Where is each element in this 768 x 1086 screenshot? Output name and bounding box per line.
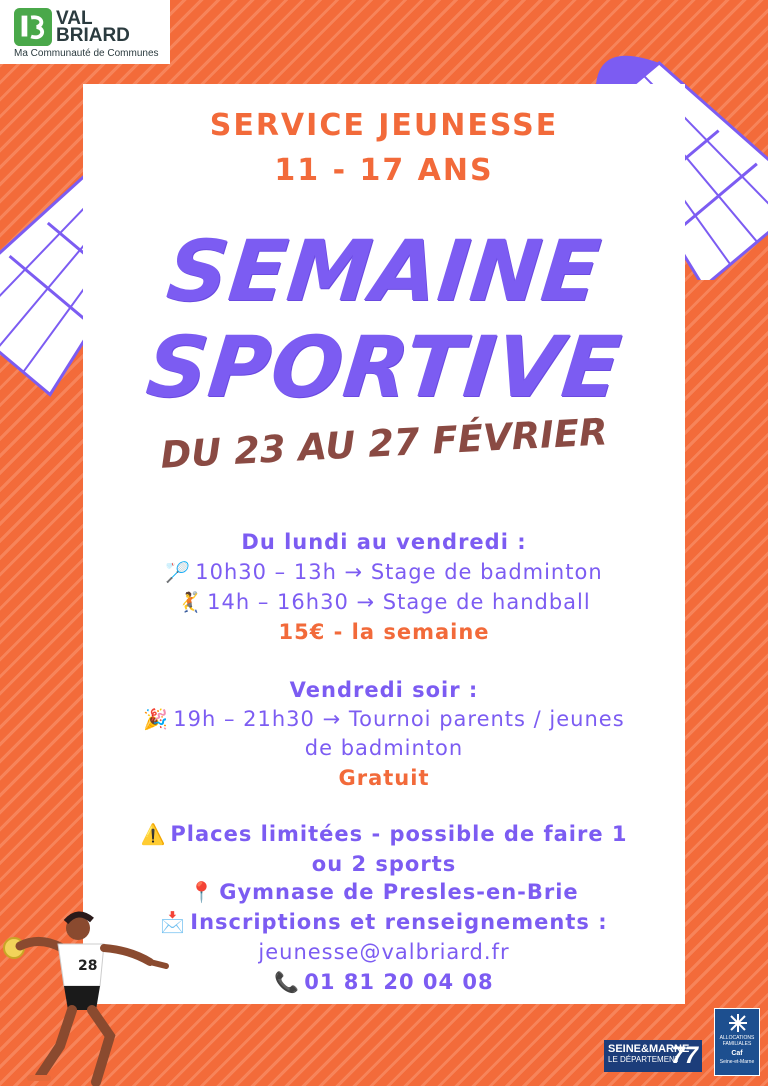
weekdays-item2-text: 14h – 16h30 → Stage de handball bbox=[207, 590, 591, 614]
caf-snowflake-icon bbox=[728, 1013, 748, 1033]
headline-line1: SEMAINE bbox=[162, 222, 606, 320]
email-link[interactable]: jeunesse@valbriard.fr bbox=[258, 940, 510, 964]
party-popper-icon: 🎉 bbox=[143, 707, 170, 731]
phone-text: 01 81 20 04 08 bbox=[304, 970, 494, 994]
val-briard-logo bbox=[0, 0, 170, 64]
weekdays-heading: Du lundi au vendredi : bbox=[241, 530, 527, 554]
val-briard-mark-icon bbox=[14, 8, 52, 46]
location-text: Gymnase de Presles-en-Brie bbox=[219, 880, 579, 904]
friday-item-line1 bbox=[83, 707, 685, 731]
warning-icon: ⚠️ bbox=[140, 822, 167, 846]
logo-tagline: Ma Communauté de Communes bbox=[14, 48, 159, 59]
weekdays-item1-text: 10h30 – 13h → Stage de badminton bbox=[195, 560, 603, 584]
caf-logo bbox=[714, 1008, 760, 1076]
seine-et-marne-logo bbox=[604, 1040, 702, 1072]
svg-text:28: 28 bbox=[78, 958, 98, 974]
caf-line3: Seine-et-Marne bbox=[719, 1059, 755, 1065]
caf-line2: Caf bbox=[731, 1050, 743, 1057]
logo-name-line1: VAL bbox=[56, 8, 93, 29]
age-range: 11 - 17 ANS bbox=[274, 153, 494, 188]
envelope-icon: 📩 bbox=[160, 910, 187, 934]
weekdays-item1 bbox=[83, 560, 685, 584]
seine-logo-number: 77 bbox=[671, 1042, 698, 1069]
friday-item-line2: de badminton bbox=[304, 736, 464, 760]
location-pin-icon: 📍 bbox=[189, 880, 216, 904]
inscription-text: Inscriptions et renseignements : bbox=[190, 910, 608, 934]
handball-icon: 🤾 bbox=[177, 590, 204, 614]
handball-player-illustration bbox=[0, 906, 180, 1086]
caf-line1: ALLOCATIONS FAMILIALES bbox=[719, 1035, 755, 1047]
headline-line2: SPORTIVE bbox=[142, 318, 626, 416]
phone-icon: 📞 bbox=[274, 970, 301, 994]
service-title: SERVICE JEUNESSE bbox=[209, 108, 559, 143]
badminton-icon: 🏸 bbox=[165, 560, 192, 584]
warning-line1-text: Places limitées - possible de faire 1 bbox=[170, 822, 628, 846]
friday-heading: Vendredi soir : bbox=[289, 678, 479, 702]
seine-logo-line2: LE DÉPARTEMENT bbox=[608, 1055, 680, 1064]
location bbox=[83, 880, 685, 904]
seine-logo-line1: SEINE&MARNE bbox=[608, 1043, 690, 1055]
logo-name-line2: BRIARD bbox=[56, 25, 130, 46]
friday-item-line1-text: 19h – 21h30 → Tournoi parents / jeunes bbox=[173, 707, 625, 731]
warning-line2: ou 2 sports bbox=[311, 852, 457, 876]
warning-line1 bbox=[83, 822, 685, 846]
weekdays-item2 bbox=[83, 590, 685, 614]
event-dates: DU 23 AU 27 FÉVRIER bbox=[159, 410, 609, 477]
weekdays-price: 15€ - la semaine bbox=[278, 620, 490, 644]
friday-price: Gratuit bbox=[338, 766, 430, 790]
